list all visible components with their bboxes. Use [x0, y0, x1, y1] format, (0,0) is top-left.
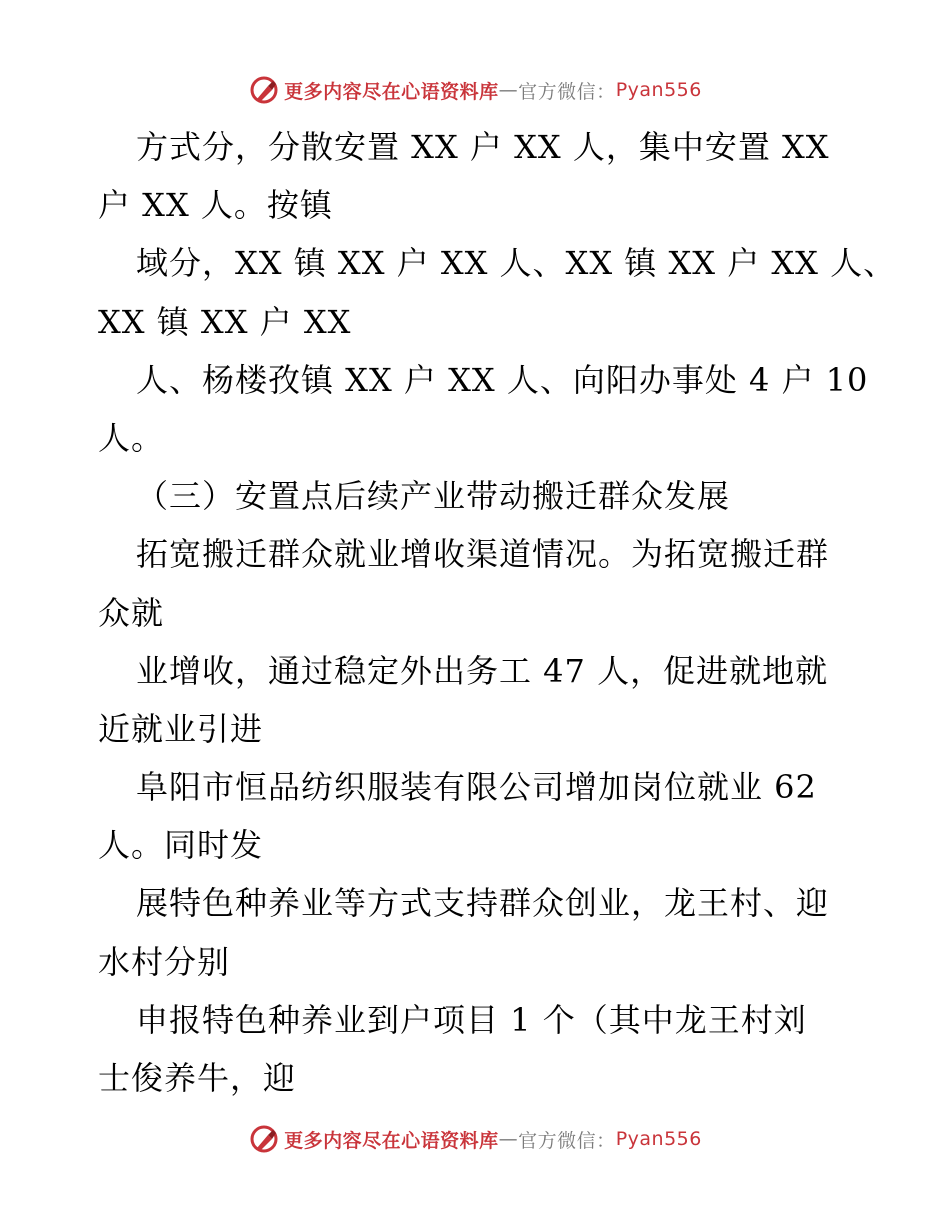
paragraph-line: 人。同时发 — [98, 826, 264, 865]
paragraph-line: 户 XX 人。按镇 — [98, 186, 333, 225]
paragraph-line: 水村分别 — [98, 942, 231, 981]
pen-logo-icon — [248, 1123, 280, 1155]
watermark-brand: 更多内容尽在心语资料库 — [284, 1129, 499, 1152]
paragraph-line: 拓宽搬迁群众就业增收渠道情况。为拓宽搬迁群 — [136, 535, 830, 574]
paragraph-line: XX 镇 XX 户 XX — [98, 302, 352, 341]
paragraph-line: 阜阳市恒品纺织服装有限公司增加岗位就业 62 — [136, 768, 817, 807]
watermark-id: Pyan556 — [615, 79, 702, 101]
watermark-contact: 官方微信： — [518, 1129, 616, 1152]
header-watermark — [0, 72, 950, 108]
paragraph-line: 士俊养牛，迎 — [98, 1059, 297, 1097]
watermark-id: Pyan556 — [615, 1128, 702, 1150]
paragraph-line: 域分，XX 镇 XX 户 XX 人、XX 镇 XX 户 XX 人、 — [136, 244, 897, 283]
watermark-contact: 官方微信： — [518, 80, 616, 103]
watermark-separator: — — [498, 1128, 519, 1150]
paragraph-line: 方式分，分散安置 XX 户 XX 人，集中安置 XX — [136, 128, 830, 166]
watermark-separator: — — [498, 79, 519, 101]
footer-watermark — [0, 1121, 950, 1157]
document-body — [98, 118, 897, 1107]
pen-logo-icon — [248, 74, 280, 106]
paragraph-line: 申报特色种养业到户项目 1 个（其中龙王村刘 — [136, 1000, 807, 1039]
watermark-brand: 更多内容尽在心语资料库 — [284, 80, 499, 103]
paragraph-line: 众就 — [98, 593, 165, 632]
paragraph-line: 近就业引进 — [98, 709, 264, 748]
section-heading: （三）安置点后续产业带动搬迁群众发展 — [136, 477, 731, 516]
paragraph-line: 人、杨楼孜镇 XX 户 XX 人、向阳办事处 4 户 10 — [136, 360, 869, 399]
paragraph-line: 展特色种养业等方式支持群众创业，龙王村、迎 — [136, 884, 830, 923]
paragraph-line: 人。 — [98, 418, 165, 457]
paragraph-line: 业增收，通过稳定外出务工 47 人，促进就地就 — [136, 651, 829, 690]
